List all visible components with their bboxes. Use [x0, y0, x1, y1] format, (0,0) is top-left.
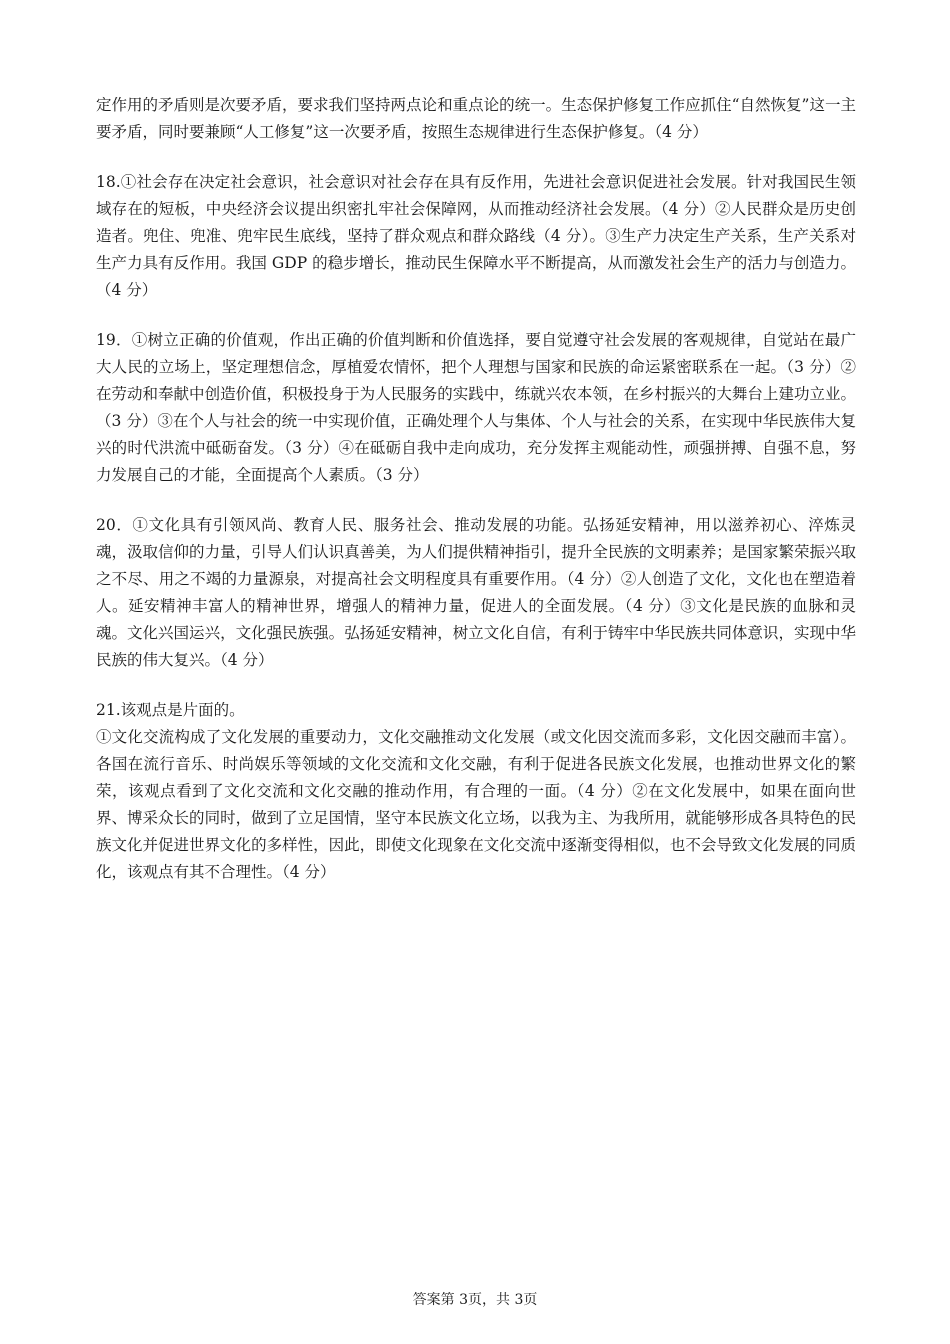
answer-paragraph: 18.①社会存在决定社会意识，社会意识对社会存在具有反作用，先进社会意识促进社会发展。针对我国民生领域存在的短板，中央经济会议提出织密扎牢社会保障网，从而推动经济社会发展。（4 分）②人民群众是历史创造者。兜住、兜准、兜牢民生底线，坚持了群众观点和群众路线（4 分）。③生产力决定生产关系，生产关系对生产力具有反作用。我国 GDP 的稳步增长，推动民生保障水平不断提高，从而激发社会生产的活力与创造力。（4 分）	[96, 173, 856, 299]
answer-18	[96, 169, 856, 304]
answer-21	[96, 697, 856, 886]
answer-paragraph: 19．①树立正确的价值观，作出正确的价值判断和价值选择，要自觉遵守社会发展的客观规律，自觉站在最广大人民的立场上，坚定理想信念，厚植爱农情怀，把个人理想与国家和民族的命运紧密联系在一起。（3 分）②在劳动和奉献中创造价值，积极投身于为人民服务的实践中，练就兴农本领，在乡村振兴的大舞台上建功立业。（3 分）③在个人与社会的统一中实现价值，正确处理个人与集体、个人与社会的关系，在实现中华民族伟大复兴的时代洪流中砥砺奋发。（3 分）④在砥砺自我中走向成功，充分发挥主观能动性，顽强拼搏、自强不息，努力发展自己的才能，全面提高个人素质。（3 分）	[96, 331, 856, 484]
answer-19	[96, 327, 856, 489]
answer-heading: 21.该观点是片面的。	[96, 701, 245, 719]
answer-paragraph: ①文化交流构成了文化发展的重要动力，文化交融推动文化发展（或文化因交流而多彩，文化因交融而丰富）。各国在流行音乐、时尚娱乐等领域的文化交流和文化交融，有利于促进各民族文化发展，也推动世界文化的繁荣，该观点看到了文化交流和文化交融的推动作用，有合理的一面。（4 分）②在文化发展中，如果在面向世界、博采众长的同时，做到了立足国情，坚守本民族文化立场，以我为主、为我所用，就能够形成各具特色的民族文化并促进世界文化的多样性，因此，即使文化现象在文化交流中逐渐变得相似，也不会导致文化发展的同质化，该观点有其不合理性。（4 分）	[96, 728, 856, 881]
page-footer: 答案第 3页，共 3页	[412, 1292, 538, 1308]
answer-17-continued	[96, 92, 856, 146]
answer-20	[96, 512, 856, 674]
answer-content	[96, 92, 856, 909]
answer-paragraph: 20．①文化具有引领风尚、教育人民、服务社会、推动发展的功能。弘扬延安精神，用以滋养初心、淬炼灵魂，汲取信仰的力量，引导人们认识真善美，为人们提供精神指引，提升全民族的文明素养；是国家繁荣振兴取之不尽、用之不竭的力量源泉，对提高社会文明程度具有重要作用。（4 分）②人创造了文化，文化也在塑造着人。延安精神丰富人的精神世界，增强人的精神力量，促进人的全面发展。（4 分）③文化是民族的血脉和灵魂。文化兴国运兴，文化强民族强。弘扬延安精神，树立文化自信，有利于铸牢中华民族共同体意识，实现中华民族的伟大复兴。（4 分）	[96, 516, 856, 669]
answer-paragraph: 定作用的矛盾则是次要矛盾，要求我们坚持两点论和重点论的统一。生态保护修复工作应抓住“自然恢复”这一主要矛盾，同时要兼顾“人工修复”这一次要矛盾，按照生态规律进行生态保护修复。（4 分）	[96, 96, 856, 141]
